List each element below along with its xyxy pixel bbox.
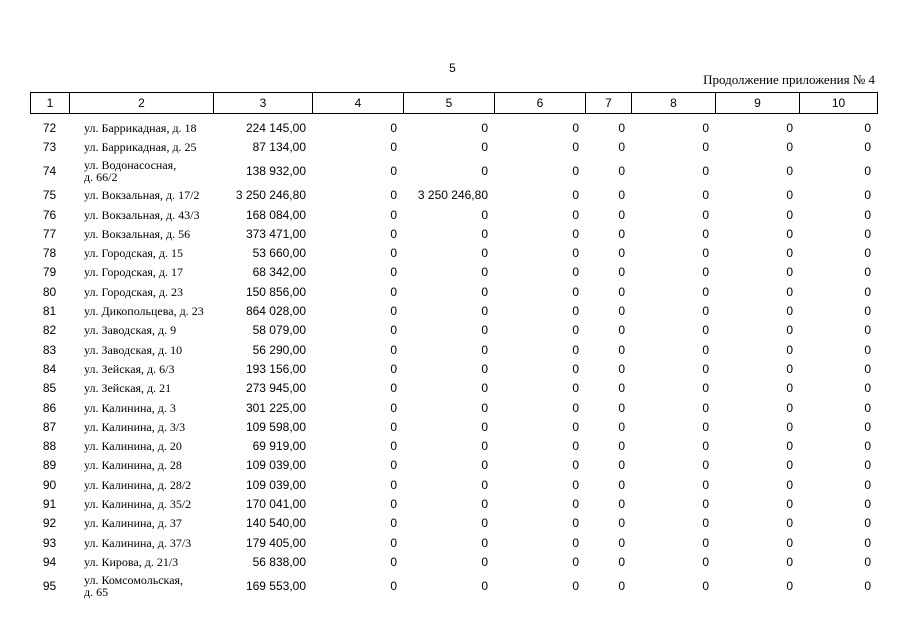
col-5-value-cell: 0 — [481, 496, 488, 511]
col-8-value-cell: 0 — [702, 439, 709, 454]
total-amount-cell: 109 039,00 — [245, 458, 306, 473]
col-9-value-cell: 0 — [786, 381, 793, 396]
row-number-cell: 85 — [42, 381, 57, 396]
col-7-value-cell: 0 — [618, 164, 625, 179]
address-cell: ул. Калинина, д. 3/3 — [84, 419, 186, 434]
col-8-value-cell: 0 — [702, 419, 709, 434]
row-number-cell: 76 — [42, 207, 57, 222]
col-6-value-cell: 0 — [572, 400, 579, 415]
col-8-value-cell: 0 — [702, 496, 709, 511]
total-amount-cell: 140 540,00 — [245, 516, 306, 531]
row-number-cell: 72 — [42, 120, 57, 135]
table-row — [30, 301, 877, 320]
row-number-cell: 84 — [42, 361, 57, 376]
col-5-value-cell: 0 — [481, 477, 488, 492]
col-8-value-cell: 0 — [702, 164, 709, 179]
col-10-value-cell: 0 — [864, 226, 871, 241]
table-row — [30, 205, 877, 224]
col-5-value-cell: 0 — [481, 458, 488, 473]
row-number-cell: 89 — [42, 458, 57, 473]
col-4-value-cell: 0 — [390, 246, 397, 261]
column-header-6: 6 — [495, 93, 586, 114]
address-cell: ул. Калинина, д. 37/3 — [84, 535, 192, 550]
col-6-value-cell: 0 — [572, 265, 579, 280]
col-10-value-cell: 0 — [864, 304, 871, 319]
address-cell: ул. Калинина, д. 3 — [84, 400, 176, 415]
total-amount-cell: 3 250 246,80 — [235, 188, 306, 203]
col-10-value-cell: 0 — [864, 207, 871, 222]
col-8-value-cell: 0 — [702, 579, 709, 594]
col-7-value-cell: 0 — [618, 284, 625, 299]
col-9-value-cell: 0 — [786, 516, 793, 531]
col-4-value-cell: 0 — [390, 139, 397, 154]
total-amount-cell: 68 342,00 — [252, 265, 306, 280]
col-4-value-cell: 0 — [390, 361, 397, 376]
address-cell: ул. Калинина, д. 20 — [84, 439, 182, 454]
table-row — [30, 379, 877, 398]
col-7-value-cell: 0 — [618, 458, 625, 473]
col-6-value-cell: 0 — [572, 120, 579, 135]
col-7-value-cell: 0 — [618, 516, 625, 531]
col-8-value-cell: 0 — [702, 535, 709, 550]
col-8-value-cell: 0 — [702, 207, 709, 222]
total-amount-cell: 170 041,00 — [245, 496, 306, 511]
address-cell: ул. Калинина, д. 37 — [84, 516, 182, 531]
col-8-value-cell: 0 — [702, 342, 709, 357]
address-cell: ул. Городская, д. 23 — [84, 284, 184, 299]
col-8-value-cell: 0 — [702, 323, 709, 338]
table-row — [30, 263, 877, 282]
col-5-value-cell: 0 — [481, 164, 488, 179]
address-cell: ул. Калинина, д. 35/2 — [84, 496, 192, 511]
col-8-value-cell: 0 — [702, 139, 709, 154]
col-6-value-cell: 0 — [572, 579, 579, 594]
col-9-value-cell: 0 — [786, 139, 793, 154]
col-8-value-cell: 0 — [702, 554, 709, 569]
column-header-3: 3 — [214, 93, 313, 114]
col-5-value-cell: 0 — [481, 535, 488, 550]
row-number-cell: 79 — [42, 265, 57, 280]
col-9-value-cell: 0 — [786, 496, 793, 511]
col-5-value-cell: 0 — [481, 516, 488, 531]
col-4-value-cell: 0 — [390, 381, 397, 396]
col-4-value-cell: 0 — [390, 284, 397, 299]
col-7-value-cell: 0 — [618, 477, 625, 492]
total-amount-cell: 168 084,00 — [245, 207, 306, 222]
col-9-value-cell: 0 — [786, 342, 793, 357]
col-6-value-cell: 0 — [572, 188, 579, 203]
col-7-value-cell: 0 — [618, 265, 625, 280]
col-7-value-cell: 0 — [618, 304, 625, 319]
col-9-value-cell: 0 — [786, 361, 793, 376]
col-8-value-cell: 0 — [702, 120, 709, 135]
col-7-value-cell: 0 — [618, 120, 625, 135]
table-row — [30, 417, 877, 436]
col-6-value-cell: 0 — [572, 477, 579, 492]
col-10-value-cell: 0 — [864, 439, 871, 454]
row-number-cell: 92 — [42, 516, 57, 531]
address-cell: ул. Вокзальная, д. 43/3 — [84, 207, 200, 222]
col-7-value-cell: 0 — [618, 554, 625, 569]
col-5-value-cell: 0 — [481, 265, 488, 280]
col-9-value-cell: 0 — [786, 535, 793, 550]
row-number-cell: 77 — [42, 226, 57, 241]
address-cell: ул. Зейская, д. 21 — [84, 381, 172, 396]
col-4-value-cell: 0 — [390, 458, 397, 473]
table-row — [30, 436, 877, 455]
column-header-1: 1 — [31, 93, 70, 114]
col-7-value-cell: 0 — [618, 439, 625, 454]
col-9-value-cell: 0 — [786, 207, 793, 222]
col-9-value-cell: 0 — [786, 265, 793, 280]
col-5-value-cell: 0 — [481, 207, 488, 222]
col-9-value-cell: 0 — [786, 226, 793, 241]
col-9-value-cell: 0 — [786, 188, 793, 203]
total-amount-cell: 150 856,00 — [245, 284, 306, 299]
col-10-value-cell: 0 — [864, 188, 871, 203]
col-10-value-cell: 0 — [864, 139, 871, 154]
col-10-value-cell: 0 — [864, 361, 871, 376]
table-row — [30, 282, 877, 301]
col-6-value-cell: 0 — [572, 284, 579, 299]
table-row — [30, 514, 877, 533]
col-4-value-cell: 0 — [390, 477, 397, 492]
col-4-value-cell: 0 — [390, 207, 397, 222]
col-9-value-cell: 0 — [786, 400, 793, 415]
col-6-value-cell: 0 — [572, 304, 579, 319]
row-number-cell: 95 — [42, 579, 57, 594]
address-cell: ул. Кирова, д. 21/3 — [84, 554, 179, 569]
address-cell: ул. Вокзальная, д. 17/2 — [84, 188, 200, 203]
col-4-value-cell: 0 — [390, 188, 397, 203]
col-5-value-cell: 0 — [481, 120, 488, 135]
row-number-cell: 86 — [42, 400, 57, 415]
total-amount-cell: 169 553,00 — [245, 579, 306, 594]
table-row — [30, 186, 877, 205]
col-4-value-cell: 0 — [390, 164, 397, 179]
total-amount-cell: 864 028,00 — [245, 304, 306, 319]
address-cell: ул. Заводская, д. 9 — [84, 323, 177, 338]
col-5-value-cell: 0 — [481, 226, 488, 241]
row-number-cell: 94 — [42, 554, 57, 569]
row-number-cell: 83 — [42, 342, 57, 357]
col-7-value-cell: 0 — [618, 246, 625, 261]
table-row — [30, 552, 877, 571]
address-cell: ул. Калинина, д. 28/2 — [84, 477, 192, 492]
col-9-value-cell: 0 — [786, 419, 793, 434]
row-number-cell: 91 — [42, 496, 57, 511]
row-number-cell: 75 — [42, 188, 57, 203]
table-row — [30, 533, 877, 552]
col-8-value-cell: 0 — [702, 516, 709, 531]
col-6-value-cell: 0 — [572, 516, 579, 531]
col-5-value-cell: 0 — [481, 284, 488, 299]
col-5-value-cell: 0 — [481, 323, 488, 338]
col-4-value-cell: 0 — [390, 554, 397, 569]
col-9-value-cell: 0 — [786, 284, 793, 299]
total-amount-cell: 109 039,00 — [245, 477, 306, 492]
column-header-9: 9 — [716, 93, 800, 114]
col-9-value-cell: 0 — [786, 477, 793, 492]
col-6-value-cell: 0 — [572, 323, 579, 338]
col-4-value-cell: 0 — [390, 323, 397, 338]
col-6-value-cell: 0 — [572, 381, 579, 396]
row-number-cell: 81 — [42, 304, 57, 319]
table-row — [30, 224, 877, 243]
col-8-value-cell: 0 — [702, 265, 709, 280]
table-row — [30, 118, 877, 137]
row-number-cell: 74 — [42, 164, 57, 179]
col-6-value-cell: 0 — [572, 164, 579, 179]
total-amount-cell: 179 405,00 — [245, 535, 306, 550]
col-4-value-cell: 0 — [390, 226, 397, 241]
col-8-value-cell: 0 — [702, 361, 709, 376]
column-header-7: 7 — [586, 93, 632, 114]
col-7-value-cell: 0 — [618, 496, 625, 511]
col-4-value-cell: 0 — [390, 400, 397, 415]
col-10-value-cell: 0 — [864, 284, 871, 299]
column-header-5: 5 — [404, 93, 495, 114]
table-row — [30, 157, 877, 186]
col-6-value-cell: 0 — [572, 342, 579, 357]
col-10-value-cell: 0 — [864, 496, 871, 511]
col-5-value-cell: 0 — [481, 246, 488, 261]
col-10-value-cell: 0 — [864, 120, 871, 135]
col-5-value-cell: 0 — [481, 342, 488, 357]
table-row — [30, 456, 877, 475]
col-5-value-cell: 0 — [481, 439, 488, 454]
col-6-value-cell: 0 — [572, 496, 579, 511]
col-8-value-cell: 0 — [702, 246, 709, 261]
address-cell: ул. Городская, д. 15 — [84, 246, 184, 261]
col-9-value-cell: 0 — [786, 458, 793, 473]
col-7-value-cell: 0 — [618, 419, 625, 434]
col-10-value-cell: 0 — [864, 400, 871, 415]
column-header-10: 10 — [800, 93, 878, 114]
col-5-value-cell: 0 — [481, 139, 488, 154]
col-5-value-cell: 3 250 246,80 — [417, 188, 488, 203]
col-5-value-cell: 0 — [481, 361, 488, 376]
col-10-value-cell: 0 — [864, 579, 871, 594]
column-header-table — [30, 92, 878, 114]
col-9-value-cell: 0 — [786, 554, 793, 569]
col-10-value-cell: 0 — [864, 342, 871, 357]
col-10-value-cell: 0 — [864, 535, 871, 550]
col-4-value-cell: 0 — [390, 304, 397, 319]
page-number: 5 — [449, 61, 456, 75]
col-7-value-cell: 0 — [618, 381, 625, 396]
address-cell: ул. Вокзальная, д. 56 — [84, 226, 191, 241]
col-5-value-cell: 0 — [481, 400, 488, 415]
total-amount-cell: 373 471,00 — [245, 226, 306, 241]
col-6-value-cell: 0 — [572, 439, 579, 454]
col-8-value-cell: 0 — [702, 400, 709, 415]
col-7-value-cell: 0 — [618, 342, 625, 357]
total-amount-cell: 109 598,00 — [245, 419, 306, 434]
col-10-value-cell: 0 — [864, 554, 871, 569]
address-cell: ул. Городская, д. 17 — [84, 265, 184, 280]
address-cell: ул. Баррикадная, д. 25 — [84, 139, 197, 154]
row-number-cell: 80 — [42, 284, 57, 299]
table-row — [30, 243, 877, 262]
address-cell: ул. Заводская, д. 10 — [84, 342, 183, 357]
col-5-value-cell: 0 — [481, 554, 488, 569]
col-10-value-cell: 0 — [864, 164, 871, 179]
address-cell: ул. Комсомольская, д. 65 — [84, 573, 184, 600]
col-4-value-cell: 0 — [390, 342, 397, 357]
col-8-value-cell: 0 — [702, 226, 709, 241]
col-7-value-cell: 0 — [618, 323, 625, 338]
data-table — [30, 118, 877, 601]
col-6-value-cell: 0 — [572, 419, 579, 434]
col-10-value-cell: 0 — [864, 265, 871, 280]
col-8-value-cell: 0 — [702, 284, 709, 299]
row-number-cell: 93 — [42, 535, 57, 550]
col-10-value-cell: 0 — [864, 381, 871, 396]
col-6-value-cell: 0 — [572, 535, 579, 550]
col-4-value-cell: 0 — [390, 535, 397, 550]
col-8-value-cell: 0 — [702, 381, 709, 396]
row-number-cell: 88 — [42, 439, 57, 454]
col-4-value-cell: 0 — [390, 120, 397, 135]
col-9-value-cell: 0 — [786, 323, 793, 338]
col-6-value-cell: 0 — [572, 226, 579, 241]
total-amount-cell: 301 225,00 — [245, 400, 306, 415]
table-row — [30, 137, 877, 156]
col-4-value-cell: 0 — [390, 496, 397, 511]
table-row — [30, 321, 877, 340]
column-number-row — [31, 93, 878, 114]
total-amount-cell: 53 660,00 — [252, 246, 306, 261]
address-cell: ул. Калинина, д. 28 — [84, 458, 182, 473]
table-row — [30, 398, 877, 417]
col-7-value-cell: 0 — [618, 400, 625, 415]
total-amount-cell: 193 156,00 — [245, 361, 306, 376]
col-9-value-cell: 0 — [786, 246, 793, 261]
total-amount-cell: 56 290,00 — [252, 342, 306, 357]
address-cell: ул. Водонасосная, д. 66/2 — [84, 158, 177, 185]
col-4-value-cell: 0 — [390, 439, 397, 454]
table-row — [30, 572, 877, 601]
col-8-value-cell: 0 — [702, 188, 709, 203]
col-6-value-cell: 0 — [572, 554, 579, 569]
col-10-value-cell: 0 — [864, 516, 871, 531]
address-cell: ул. Дикопольцева, д. 23 — [84, 304, 204, 319]
table-row — [30, 494, 877, 513]
col-5-value-cell: 0 — [481, 579, 488, 594]
col-9-value-cell: 0 — [786, 579, 793, 594]
col-9-value-cell: 0 — [786, 304, 793, 319]
col-7-value-cell: 0 — [618, 139, 625, 154]
col-10-value-cell: 0 — [864, 419, 871, 434]
col-9-value-cell: 0 — [786, 164, 793, 179]
total-amount-cell: 224 145,00 — [245, 120, 306, 135]
column-header-8: 8 — [632, 93, 716, 114]
row-number-cell: 82 — [42, 323, 57, 338]
table-row — [30, 340, 877, 359]
col-8-value-cell: 0 — [702, 477, 709, 492]
col-4-value-cell: 0 — [390, 516, 397, 531]
col-9-value-cell: 0 — [786, 120, 793, 135]
col-7-value-cell: 0 — [618, 188, 625, 203]
address-cell: ул. Баррикадная, д. 18 — [84, 120, 197, 135]
col-6-value-cell: 0 — [572, 458, 579, 473]
table-row — [30, 359, 877, 378]
total-amount-cell: 138 932,00 — [245, 164, 306, 179]
col-4-value-cell: 0 — [390, 265, 397, 280]
address-cell: ул. Зейская, д. 6/3 — [84, 361, 175, 376]
col-7-value-cell: 0 — [618, 207, 625, 222]
col-4-value-cell: 0 — [390, 579, 397, 594]
col-7-value-cell: 0 — [618, 579, 625, 594]
col-8-value-cell: 0 — [702, 304, 709, 319]
col-6-value-cell: 0 — [572, 361, 579, 376]
col-9-value-cell: 0 — [786, 439, 793, 454]
total-amount-cell: 69 919,00 — [252, 439, 306, 454]
col-8-value-cell: 0 — [702, 458, 709, 473]
col-6-value-cell: 0 — [572, 246, 579, 261]
column-header-4: 4 — [313, 93, 404, 114]
row-number-cell: 87 — [42, 419, 57, 434]
col-10-value-cell: 0 — [864, 323, 871, 338]
column-header-2: 2 — [70, 93, 214, 114]
col-6-value-cell: 0 — [572, 139, 579, 154]
col-7-value-cell: 0 — [618, 535, 625, 550]
col-5-value-cell: 0 — [481, 304, 488, 319]
col-10-value-cell: 0 — [864, 477, 871, 492]
col-10-value-cell: 0 — [864, 246, 871, 261]
appendix-continuation-label: Продолжение приложения № 4 — [703, 72, 875, 87]
col-4-value-cell: 0 — [390, 419, 397, 434]
col-6-value-cell: 0 — [572, 207, 579, 222]
col-10-value-cell: 0 — [864, 458, 871, 473]
table-row — [30, 475, 877, 494]
col-5-value-cell: 0 — [481, 419, 488, 434]
row-number-cell: 90 — [42, 477, 57, 492]
col-7-value-cell: 0 — [618, 226, 625, 241]
total-amount-cell: 273 945,00 — [245, 381, 306, 396]
total-amount-cell: 58 079,00 — [252, 323, 306, 338]
col-7-value-cell: 0 — [618, 361, 625, 376]
total-amount-cell: 87 134,00 — [252, 139, 306, 154]
row-number-cell: 78 — [42, 246, 57, 261]
col-5-value-cell: 0 — [481, 381, 488, 396]
row-number-cell: 73 — [42, 139, 57, 154]
total-amount-cell: 56 838,00 — [252, 554, 306, 569]
